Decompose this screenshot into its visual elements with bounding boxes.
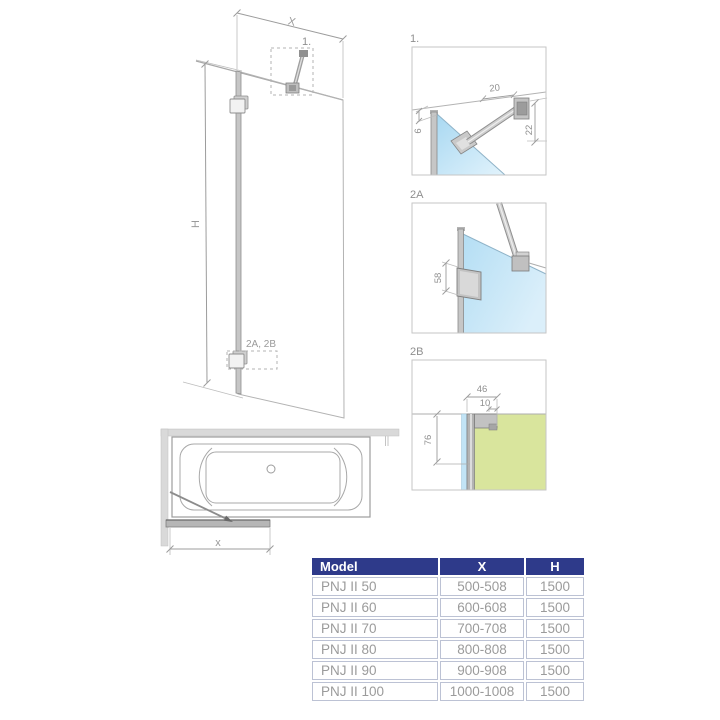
hinge-bottom xyxy=(229,351,247,368)
x-cell: 600-608 xyxy=(440,598,524,617)
height-dimension-label: H xyxy=(190,220,202,228)
detail-1-callout-label: 1. xyxy=(302,36,312,48)
model-cell: PNJ II 60 xyxy=(312,598,438,617)
model-cell: PNJ II 90 xyxy=(312,661,438,680)
h-cell: 1500 xyxy=(526,577,584,596)
dim-gap-label: 6 xyxy=(413,128,424,134)
x-cell: 800-808 xyxy=(440,640,524,659)
detail-1-view xyxy=(410,33,547,175)
bathtub-top-view xyxy=(161,429,399,555)
table-row xyxy=(312,619,584,638)
wall-profile xyxy=(236,71,241,394)
col-header-model: Model xyxy=(312,558,438,575)
hinge-top xyxy=(230,96,248,113)
x-cell: 500-508 xyxy=(440,577,524,596)
table-row xyxy=(312,661,584,680)
h-cell: 1500 xyxy=(526,598,584,617)
model-cell: PNJ II 50 xyxy=(312,577,438,596)
table-row xyxy=(312,577,584,596)
hinge-plate xyxy=(457,268,481,300)
support-bar xyxy=(286,50,308,93)
x-cell: 900-908 xyxy=(440,661,524,680)
dim-height-label: 76 xyxy=(423,434,434,446)
x-cell: 1000-1008 xyxy=(440,682,524,701)
detail-2a-view xyxy=(410,189,546,333)
table-row xyxy=(312,640,584,659)
x-cell: 700-708 xyxy=(440,619,524,638)
table-row xyxy=(312,682,584,701)
col-header-x: X xyxy=(440,558,524,575)
wall-bracket xyxy=(514,98,529,119)
detail-2a-title: 2A xyxy=(410,189,424,201)
dim-hinge-label: 58 xyxy=(433,272,444,284)
detail-2-callout-label: 2A, 2B xyxy=(246,339,277,350)
model-cell: PNJ II 70 xyxy=(312,619,438,638)
dim-width-label: 46 xyxy=(476,384,488,395)
drain xyxy=(267,465,275,473)
top-view-width-label: x xyxy=(215,537,221,549)
detail-1-title: 1. xyxy=(410,33,420,45)
glass-panel-outline xyxy=(237,71,344,418)
glass-profile xyxy=(431,112,437,175)
col-header-h: H xyxy=(526,558,584,575)
dim-arm-label: 20 xyxy=(488,82,501,95)
dim-drop-label: 22 xyxy=(524,124,535,136)
model-cell: PNJ II 100 xyxy=(312,682,438,701)
h-cell: 1500 xyxy=(526,619,584,638)
screen-closed-position xyxy=(166,520,270,527)
glass-section xyxy=(462,414,467,490)
detail-2b-title: 2B xyxy=(410,346,424,358)
model-cell: PNJ II 80 xyxy=(312,640,438,659)
spec-table xyxy=(310,556,586,703)
h-cell: 1500 xyxy=(526,682,584,701)
detail-2b-view xyxy=(410,346,546,490)
width-dimension-label: X xyxy=(286,15,297,29)
front-elevation-view xyxy=(183,10,347,419)
dim-overlap-label: 10 xyxy=(479,398,491,409)
h-cell: 1500 xyxy=(526,661,584,680)
h-cell: 1500 xyxy=(526,640,584,659)
top-view-width-dimension xyxy=(167,528,274,555)
table-header-row xyxy=(312,558,584,575)
table-row xyxy=(312,598,584,617)
